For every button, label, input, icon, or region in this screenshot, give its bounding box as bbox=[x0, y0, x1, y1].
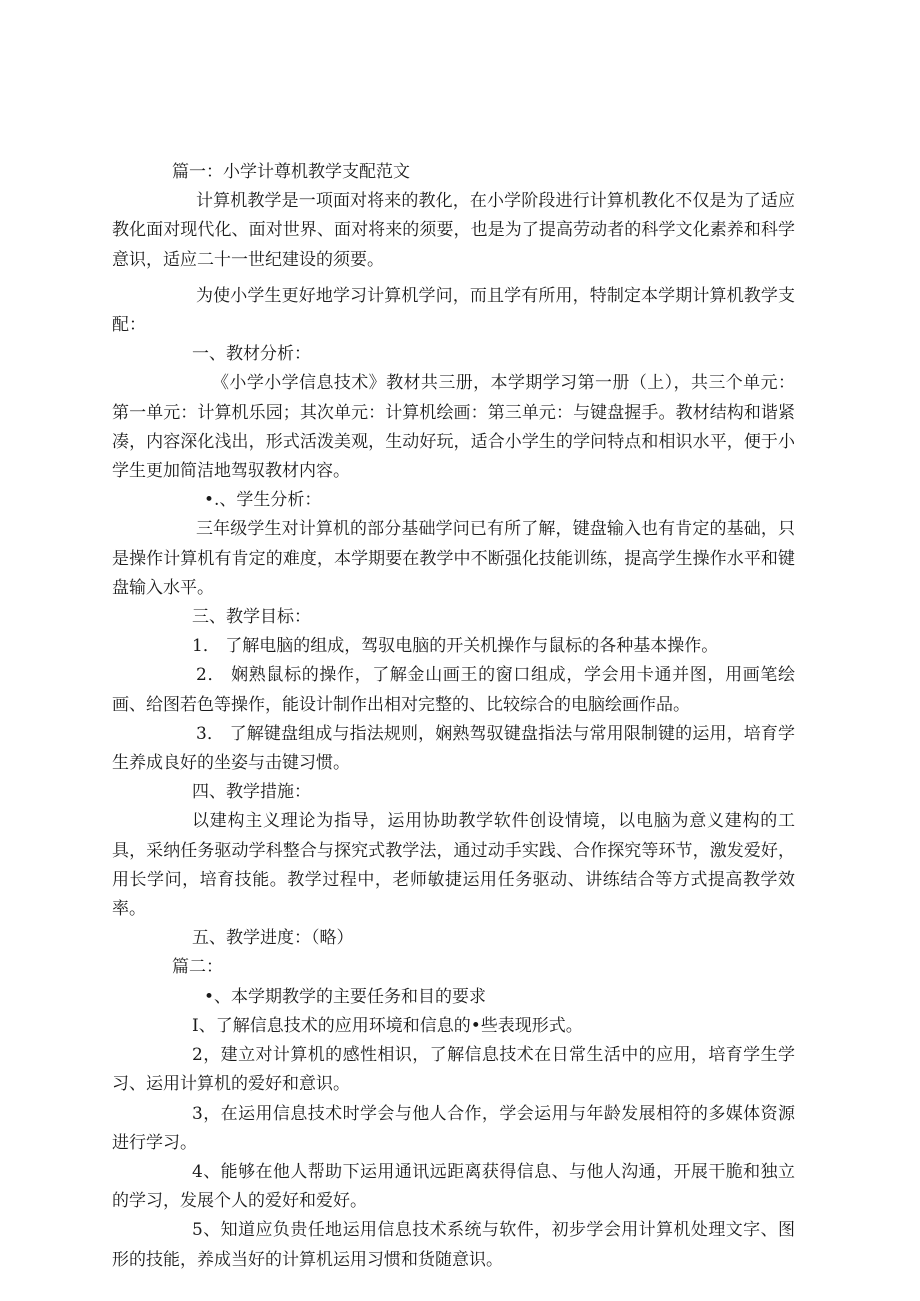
part-2-item-5: 5、知道应负贵任地运用信息技术系统与软件，初步学会用计算机处理文字、图形的技能，养成当好的计算机运用习惯和货随意识。 bbox=[112, 1220, 795, 1270]
part-2-item-1: I、了解信息技术的应用环境和信息的•些表现形式。 bbox=[192, 1015, 583, 1036]
section-3-item-1: 1． 了解电脑的组成，驾驭电脑的开关机操作与鼠标的各种基本操作。 bbox=[192, 636, 719, 657]
intro-paragraph-2: 为使小学生更好地学习计算机学问，而且学有所用，特制定本学期计算机教学支配： bbox=[112, 285, 795, 336]
section-1-body: 《小学小学信息技术》教材共三册，本学期学习第一册（上），共三个单元：第一单元：计算机乐园；其次单元：计算机绘画：第三单元：与键盘握手。教材结构和谐紧凑，内容深化浅出，形式活泼美观，生动好玩，适合小学生的学问特点和相识水平，便于小学生更加简洁地驾驭教材内容。 bbox=[112, 373, 795, 482]
section-2-heading: •.、学生分析： bbox=[204, 490, 322, 511]
part-2-heading: 篇二： bbox=[172, 957, 223, 978]
section-3-heading: 三、教学目标： bbox=[192, 607, 311, 628]
part-2-item-4: 4、能够在他人帮助下运用通讯远距离获得信息、与他人沟通，开展干脆和独立的学习，发展个人的爱好和爱好。 bbox=[112, 1161, 795, 1212]
intro-paragraph-1: 计算机教学是一项面对将来的教化，在小学阶段进行计算机教化不仅是为了适应教化面对现代化、面对世界、面对将来的须要，也是为了提高劳动者的科学文化素养和科学意识，适应二十一世纪建设的须要。 bbox=[112, 191, 795, 270]
document-body bbox=[112, 158, 795, 1275]
section-5-heading: 五、教学进度：（略） bbox=[192, 928, 354, 949]
part-2-item-2: 2，建立对计算机的感性相识，了解信息技术在日常生活中的应用，培育学生学习、运用计算机的爱好和意识。 bbox=[112, 1045, 795, 1095]
section-3-item-3: 3． 了解键盘组成与指法规则，娴熟驾驭键盘指法与常用限制键的运用，培育学生养成良好的坐姿与击键习惯。 bbox=[112, 723, 795, 774]
document-title: 篇一：小学计尊机教学支配范文 bbox=[172, 162, 410, 182]
section-4-heading: 四、教学措施： bbox=[192, 782, 311, 803]
section-2-body: 三年级学生对计算机的部分基础学问已有所了解，键盘输入也有肯定的基础，只是操作计算机有肯定的难度，本学期要在教学中不断强化技能训练，提高学生操作水平和键盘输入水平。 bbox=[112, 519, 795, 598]
part-2-subheading: •、本学期教学的主要任务和目的要求 bbox=[204, 986, 487, 1007]
part-2-item-3: 3，在运用信息技术时学会与他人合作，学会运用与年龄发展相符的多媒体资源进行学习。 bbox=[112, 1103, 795, 1153]
section-3-item-2: 2． 娴熟鼠标的操作，了解金山画王的窗口组成，学会用卡通并图，用画笔绘画、给图若色等操作，能设计制作出相对完整的、比较综合的电脑绘画作品。 bbox=[112, 665, 795, 715]
section-4-body: 以建构主义理论为指导，运用协助教学软件创设情境，以电脑为意义建构的工具，采纳任务驱动学科整合与探究式教学法，通过动手实践、合作探究等环节，激发爱好，用长学问，培育技能。教学过程中，老师敏捷运用任务驱动、讲练结合等方式提高教学效率。 bbox=[112, 811, 795, 920]
section-1-heading: 一、教材分析： bbox=[192, 344, 311, 365]
